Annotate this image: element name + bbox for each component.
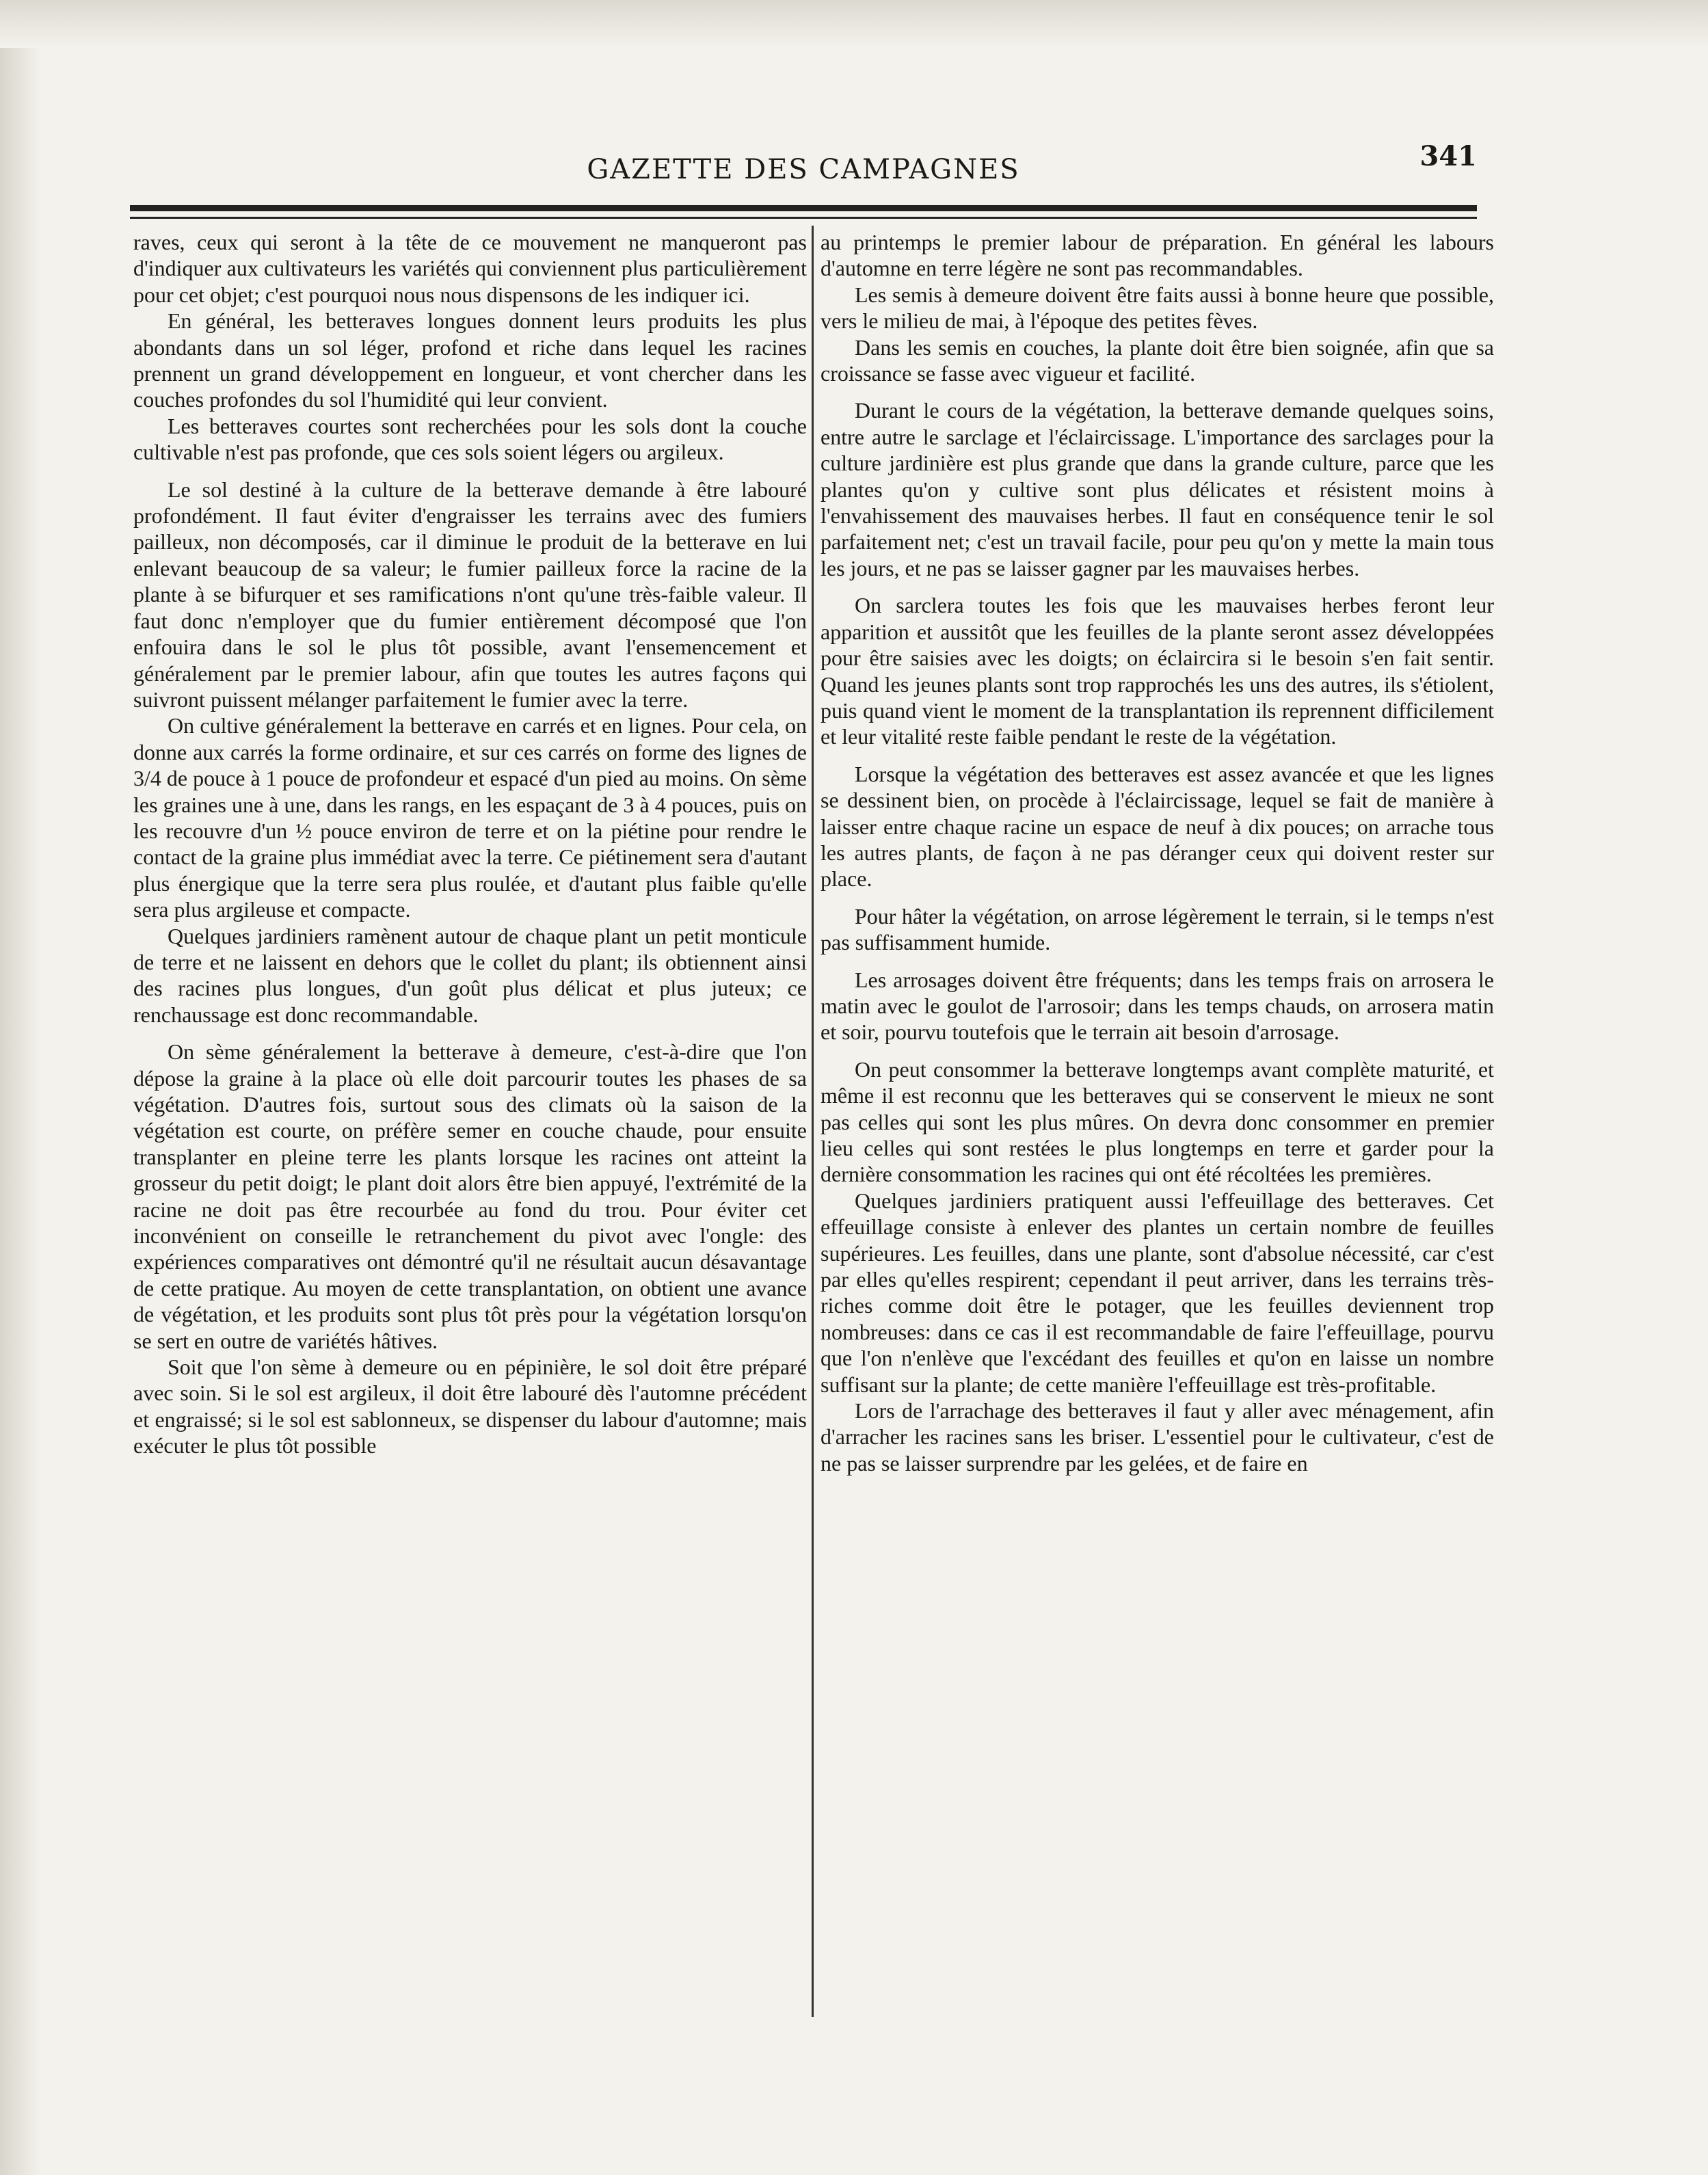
paragraph: Soit que l'on sème à demeure ou en pépinière, le sol doit être préparé avec soin. Si le sol est argileux, il doit être labouré dès l'automne précédent et engraissé; si le sol est sablonneux, se dispenser du labour d'automne; mais exécuter le plus tôt possible	[133, 1355, 807, 1458]
paragraph: Quelques jardiniers ramènent autour de chaque plant un petit monticule de terre et ne laissent en dehors que le collet du plant; ils obtiennent ainsi des racines plus longues, d'un goût plus délicat et plus juteux; ce renchaussage est donc recommandable.	[133, 923, 807, 1027]
paragraph: Durant le cours de la végétation, la betterave demande quelques soins, entre autre le sarclage et l'éclaircissage. L'importance des sarclages pour la culture jardinière est plus grande que dans la grande culture, parce que les plantes qu'on y cultive sont plus délicates et résistent moins à l'envahissement des mauvaises herbes. Il faut en conséquence tenir le sol parfaitement net; c'est un travail facile, pour peu qu'on y mette la main tous les jours, et ne pas se laisser gagner par les mauvaises herbes.	[820, 398, 1494, 581]
paragraph: On cultive généralement la betterave en carrés et en lignes. Pour cela, on donne aux carrés la forme ordinaire, et sur ces carrés on forme des lignes de 3/4 de pouce à 1 pouce de profondeur et espacé d'un pied au moins. On sème les graines une à une, dans les rangs, en les espaçant de 3 à 4 pouces, puis on les recouvre d'un ½ pouce environ de terre et on la piétine pour rendre le contact de la graine plus immédiat avec la terre. Ce piétinement sera d'autant plus énergique que la terre sera plus roulée, et d'autant plus faible qu'elle sera plus argileuse et compacte.	[133, 713, 807, 922]
paragraph: au printemps le premier labour de préparation. En général les labours d'automne en terre légère ne sont pas recommandables.	[820, 230, 1494, 281]
paragraph: Les betteraves courtes sont recherchées pour les sols dont la couche cultivable n'est pas profonde, que ces sols soient légers ou argileux.	[133, 413, 807, 465]
running-title: GAZETTE DES CAMPAGNES	[587, 154, 1020, 185]
page-header	[130, 133, 1477, 195]
header-rule-thick	[130, 205, 1477, 211]
page-number: 341	[1419, 140, 1477, 172]
paragraph: On sarclera toutes les fois que les mauvaises herbes feront leur apparition et aussitôt que les feuilles de la plante seront assez développées pour être saisies avec les doigts; on éclaircira si le besoin s'en fait sentir. Quand les jeunes plants sont trop rapprochés les uns des autres, ils s'étiolent, puis quand vient le moment de la transplantation ils reprennent difficilement et leur vitalité reste faible pendant le reste de la végétation.	[820, 593, 1494, 749]
page-shadow-top	[0, 0, 1708, 48]
paragraph: Pour hâter la végétation, on arrose légèrement le terrain, si le temps n'est pas suffisamment humide.	[820, 903, 1494, 955]
right-column	[820, 229, 1494, 1476]
paragraph: Lorsque la végétation des betteraves est assez avancée et que les lignes se dessinent bien, on procède à l'éclaircissage, lequel se fait de manière à laisser entre chaque racine un espace de neuf à dix pouces; on arrache tous les autres plants, de façon à ne pas déranger ceux qui doivent rester sur place.	[820, 761, 1494, 892]
column-divider	[812, 226, 814, 2017]
left-column	[133, 229, 807, 1459]
paragraph: raves, ceux qui seront à la tête de ce mouvement ne manqueront pas d'indiquer aux cultivateurs les variétés qui conviennent plus particulièrement pour cet objet; c'est pourquoi nous nous dispensons de les indiquer ici.	[133, 230, 807, 307]
paragraph: Quelques jardiniers pratiquent aussi l'effeuillage des betteraves. Cet effeuillage consiste à enlever des plantes un certain nombre de feuilles supérieures. Les feuilles, dans une plante, sont d'absolue nécessité, car c'est par elles qu'elles respirent; cependant il peut arriver, dans les terrains très-riches comme doit être le potager, que les feuilles deviennent trop nombreuses: dans ce cas il est recommandable de faire l'effeuillage, pourvu que l'on n'enlève que l'excédant des feuilles et qu'on en laisse un nombre suffisant sur la plante; de cette manière l'effeuillage est très-profitable.	[820, 1188, 1494, 1397]
paragraph: Les semis à demeure doivent être faits aussi à bonne heure que possible, vers le milieu de mai, à l'époque des petites fèves.	[820, 282, 1494, 334]
header-rule-thin	[130, 217, 1477, 219]
paragraph: En général, les betteraves longues donnent leurs produits les plus abondants dans un sol léger, profond et riche dans lequel les racines prennent un grand développement en longueur, et vont chercher dans les couches profondes du sol l'humidité qui leur convient.	[133, 308, 807, 412]
paragraph: Les arrosages doivent être fréquents; dans les temps frais on arrosera le matin avec le goulot de l'arrosoir; dans les temps chauds, on arrosera matin et soir, pourvu toutefois que le terrain ait besoin d'arrosage.	[820, 967, 1494, 1045]
paragraph: Dans les semis en couches, la plante doit être bien soignée, afin que sa croissance se fasse avec vigueur et facilité.	[820, 334, 1494, 386]
paragraph: Le sol destiné à la culture de la betterave demande à être labouré profondément. Il faut éviter d'engraisser les terrains avec des fumiers pailleux, non décomposés, car il diminue le produit de la betterave en lui enlevant beaucoup de sa valeur; le fumier pailleux force la racine de la plante à se bifurquer et ses ramifications n'ont qu'une très-faible valeur. Il faut donc n'employer que du fumier entièrement décomposé que l'on enfouira dans le sol le plus tôt possible, avant l'ensemencement et généralement par le premier labour, afin que toutes les autres façons qui suivront puissent mélanger parfaitement le fumier avec la terre.	[133, 477, 807, 712]
page-shadow-left	[0, 0, 41, 2175]
paragraph: On sème généralement la betterave à demeure, c'est-à-dire que l'on dépose la graine à la place où elle doit parcourir toutes les phases de sa végétation. D'autres fois, surtout sous des climats où la saison de la végétation est courte, on préfère semer en couche chaude, pour ensuite transplanter en pleine terre les plants lorsque les racines ont atteint la grosseur du petit doigt; le plant doit alors être bien appuyé, l'extrémité de la racine ne doit pas être recourbée au fond du trou. Pour éviter cet inconvénient on conseille le retranchement du pivot avec l'ongle: des expériences comparatives ont démontré qu'il ne résultait aucun désavantage de cette pratique. Au moyen de cette transplantation, on obtient une avance de végétation, et les produits sont plus tôt près pour la végétation lorsqu'on se sert en outre de variétés hâtives.	[133, 1039, 807, 1353]
paragraph: On peut consommer la betterave longtemps avant complète maturité, et même il est reconnu que les betteraves qui se conservent le mieux ne sont pas celles qui sont les plus mûres. On devra donc consommer en premier lieu celles qui sont restées le plus longtemps en terre et garder pour la dernière consommation les racines qui ont été récoltées les premières.	[820, 1056, 1494, 1187]
paragraph: Lors de l'arrachage des betteraves il faut y aller avec ménagement, afin d'arracher les racines sans les briser. L'essentiel pour le cultivateur, c'est de ne pas se laisser surprendre par les gelées, et de faire en	[820, 1398, 1494, 1476]
